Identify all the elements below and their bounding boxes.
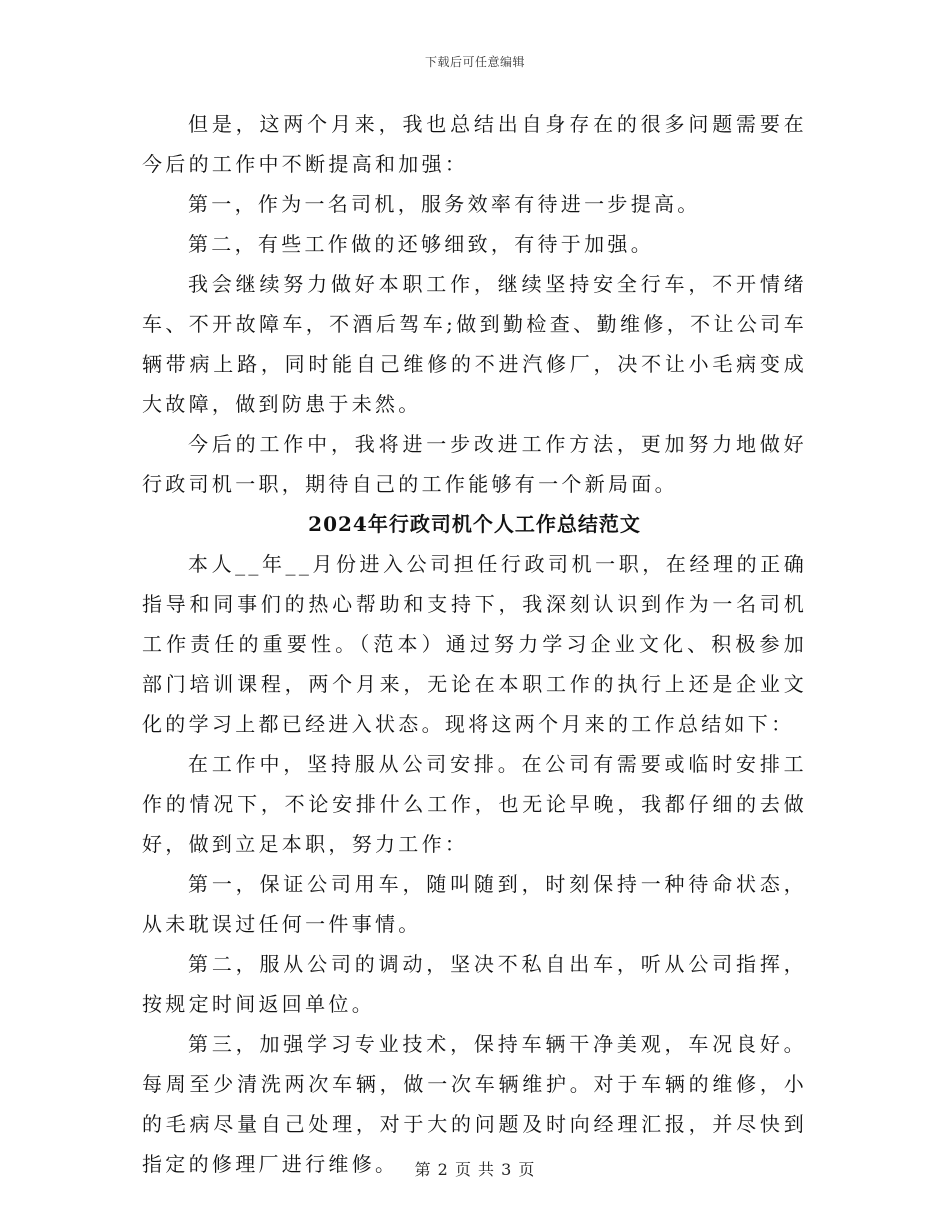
paragraph: 在工作中，坚持服从公司安排。在公司有需要或临时安排工作的情况下，不论安排什么工作，也无论早晚，我都仔细的去做好，做到立足本职，努力工作：: [142, 752, 807, 856]
paragraph: 第三，加强学习专业技术，保持车辆干净美观，车况良好。每周至少清洗两次车辆，做一次车辆维护。对于车辆的维修，小的毛病尽量自己处理，对于大的问题及时向经理汇报，并尽快到指定的修理厂进行维修。: [142, 1032, 807, 1176]
page-header: 下载后可任意编辑: [424, 55, 525, 69]
paragraph: 今后的工作中，我将进一步改进工作方法，更加努力地做好行政司机一职，期待自己的工作能够有一个新局面。: [142, 432, 807, 496]
document-body: [142, 104, 807, 1184]
page-number: 第 2 页 共 3 页: [414, 1160, 536, 1179]
section-title: 2024年行政司机个人工作总结范文: [308, 512, 641, 536]
paragraph: 第一，保证公司用车，随叫随到，时刻保持一种待命状态，从未耽误过任何一件事情。: [142, 872, 807, 936]
paragraph: 第一，作为一名司机，服务效率有待进一步提高。: [188, 192, 701, 216]
paragraph: 我会继续努力做好本职工作，继续坚持安全行车，不开情绪车、不开故障车，不酒后驾车;做到勤检查、勤维修，不让公司车辆带病上路，同时能自己维修的不进汽修厂，决不让小毛病变成大故障，做到防患于未然。: [142, 272, 807, 416]
paragraph: 本人__年__月份进入公司担任行政司机一职，在经理的正确指导和同事们的热心帮助和支持下，我深刻认识到作为一名司机工作责任的重要性。（范本）通过努力学习企业文化、积极参加部门培训课程，两个月来，无论在本职工作的执行上还是企业文化的学习上都已经进入状态。现将这两个月来的工作总结如下：: [142, 552, 807, 736]
paragraph: 但是，这两个月来，我也总结出自身存在的很多问题需要在今后的工作中不断提高和加强：: [142, 112, 807, 176]
paragraph: 第二，有些工作做的还够细致，有待于加强。: [188, 232, 654, 256]
paragraph: 第二，服从公司的调动，坚决不私自出车，听从公司指挥，按规定时间返回单位。: [142, 952, 807, 1016]
